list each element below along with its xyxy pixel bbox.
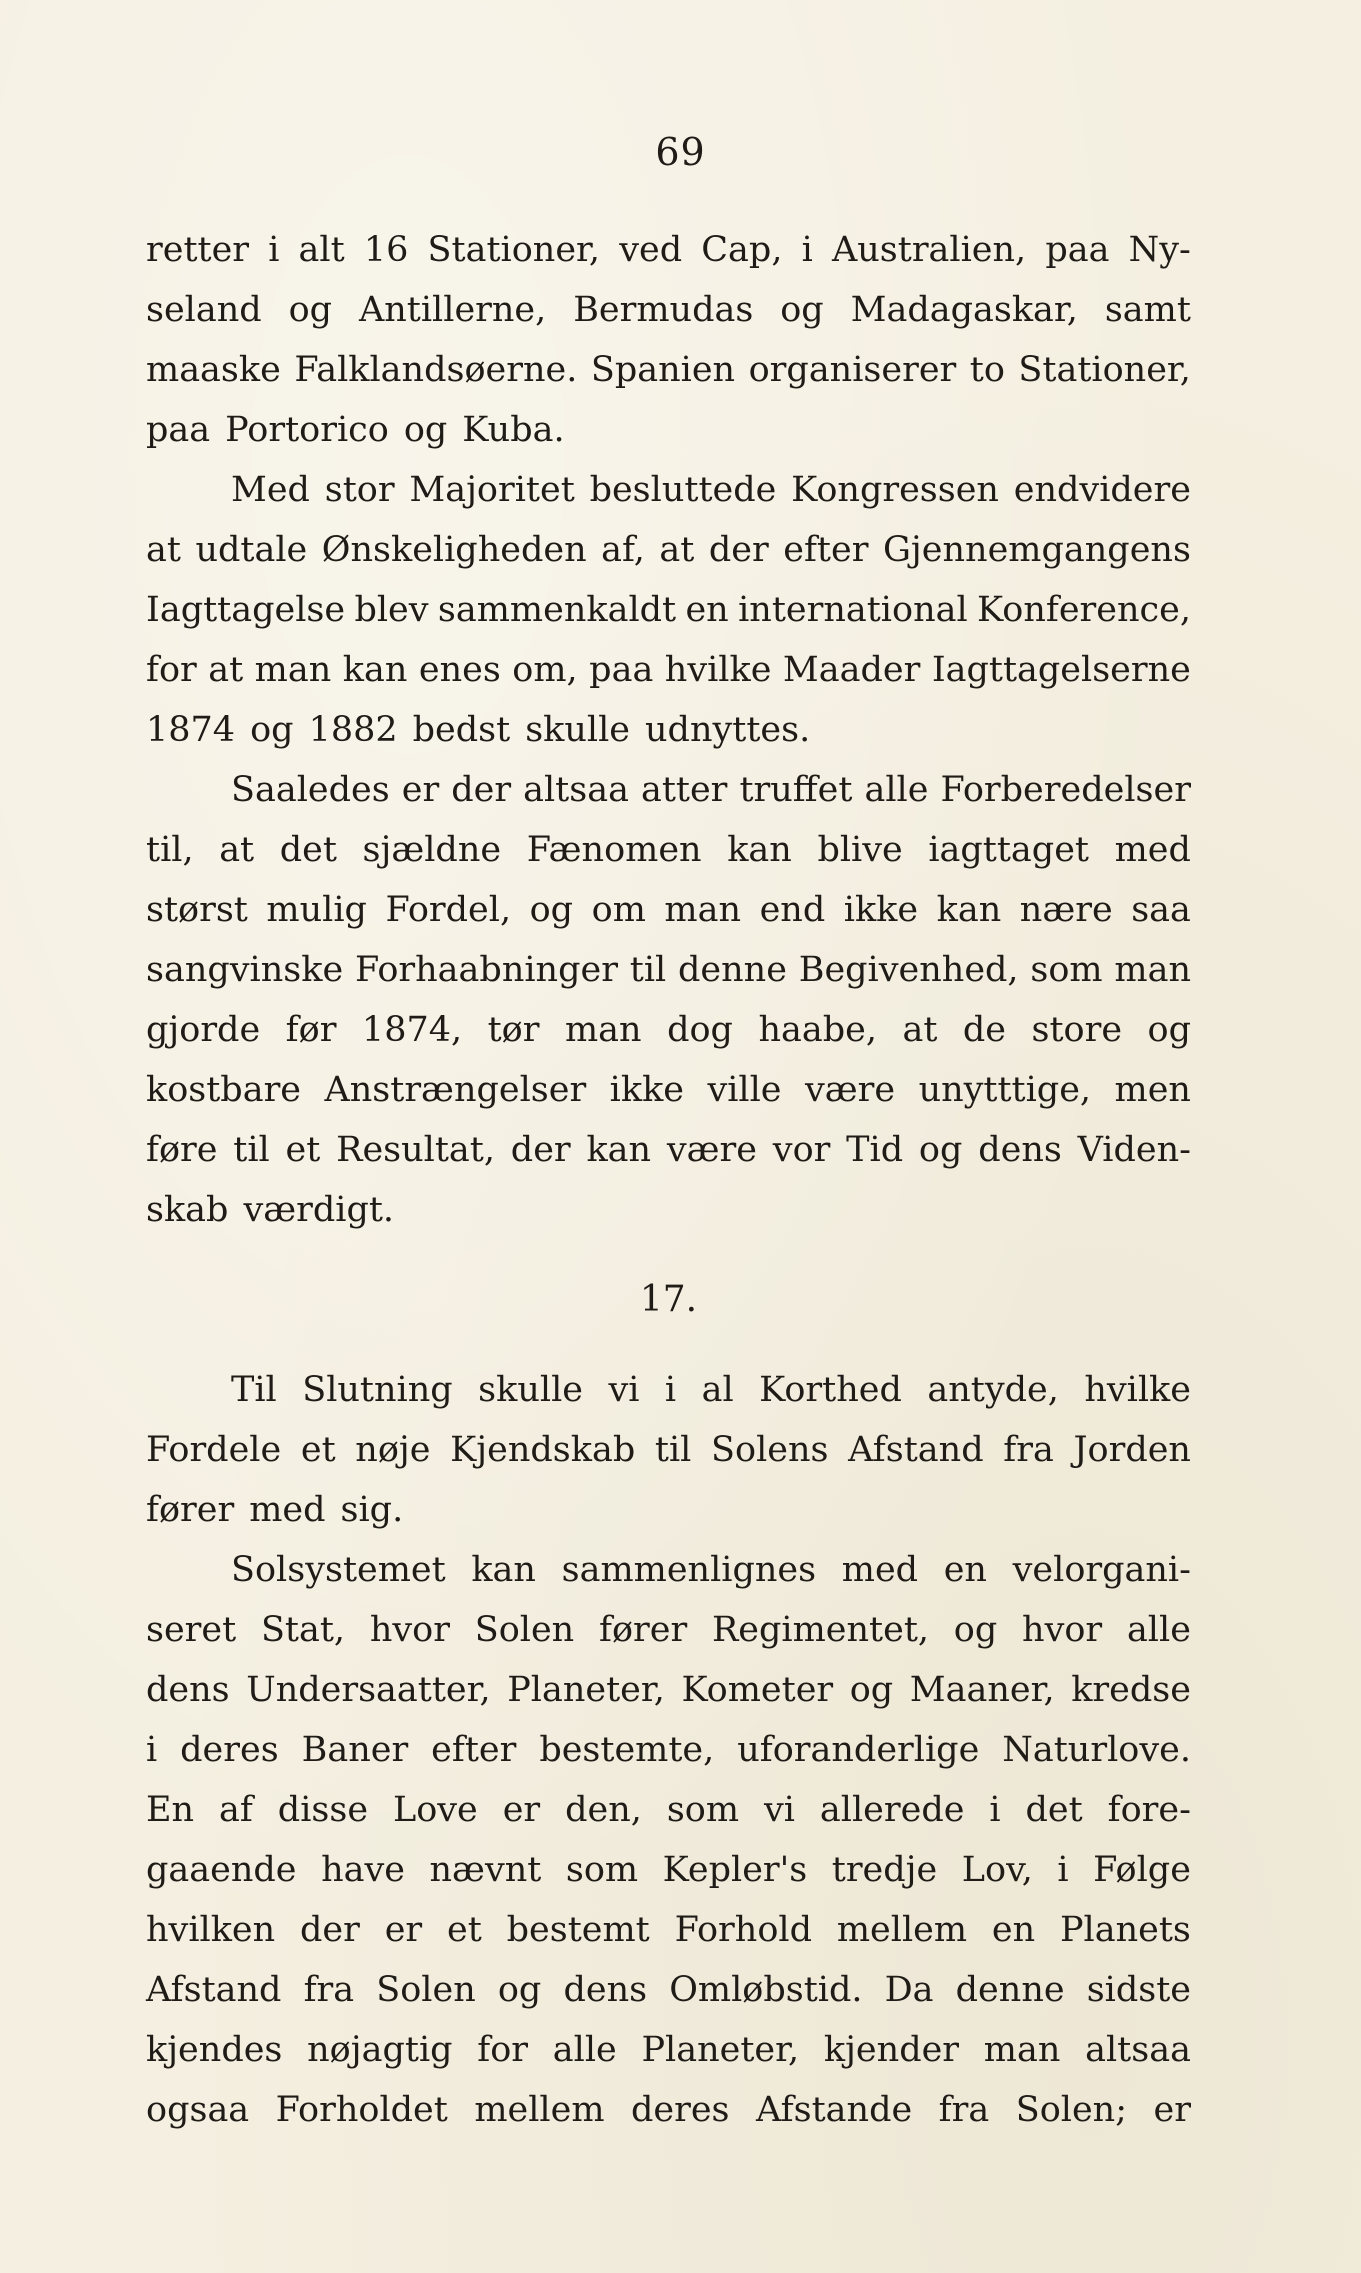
word: der xyxy=(300,1910,360,1950)
word: i xyxy=(1057,1850,1069,1890)
word: gjorde xyxy=(146,1010,261,1050)
word: ogsaa xyxy=(146,2090,250,2130)
word: mellem xyxy=(836,1910,968,1950)
word: ved xyxy=(619,230,683,270)
word: før xyxy=(285,1010,337,1050)
word: hvor xyxy=(369,1610,450,1650)
word: kostbare xyxy=(146,1070,302,1110)
word: seret xyxy=(146,1610,237,1650)
word: vi xyxy=(764,1790,795,1830)
word: Stat, xyxy=(260,1610,346,1650)
word: stor xyxy=(324,470,395,510)
word: Konference, xyxy=(977,590,1191,630)
word: er xyxy=(502,1790,541,1830)
word: Kepler's xyxy=(662,1850,808,1890)
word: til xyxy=(654,1430,692,1470)
word: alle xyxy=(552,2030,617,2070)
word: Iagttagelserne xyxy=(931,650,1191,690)
word: Baner xyxy=(301,1730,409,1770)
word: Følge xyxy=(1093,1850,1191,1890)
word: som xyxy=(1030,950,1103,990)
word: en xyxy=(943,1550,987,1590)
word: kjendes xyxy=(146,2030,283,2070)
word: dens xyxy=(146,1670,230,1710)
word: denne xyxy=(678,950,787,990)
word: Majoritet xyxy=(409,470,575,510)
word: allerede xyxy=(819,1790,965,1830)
text-line xyxy=(146,1000,1191,1060)
word: deres xyxy=(631,2090,730,2130)
word: fra xyxy=(303,1970,355,2010)
word: sammenlignes xyxy=(561,1550,817,1590)
word: til, xyxy=(146,830,194,870)
word: ikke xyxy=(609,1070,684,1110)
word: og xyxy=(849,1670,894,1710)
word: Maaner, xyxy=(909,1670,1055,1710)
text-line xyxy=(146,580,1191,640)
word: uforanderlige xyxy=(737,1730,980,1770)
word: Maader xyxy=(782,650,921,690)
word: Afstand xyxy=(848,1430,984,1470)
word: kredse xyxy=(1071,1670,1191,1710)
word: der xyxy=(510,1130,571,1170)
word: Naturlove. xyxy=(1002,1730,1191,1770)
word: og xyxy=(918,1130,963,1170)
word: sangvinske xyxy=(146,950,344,990)
text-line xyxy=(146,1720,1191,1780)
word: Solen xyxy=(376,1970,476,2010)
word: nøjagtig xyxy=(307,2030,453,2070)
word: kan xyxy=(936,890,1002,930)
word: Forhold xyxy=(674,1910,812,1950)
word: Ny- xyxy=(1128,230,1191,270)
word: Falklandsøerne. xyxy=(294,350,578,390)
word: nære xyxy=(1019,890,1113,930)
word: sjældne xyxy=(362,830,502,870)
word: Kjendskab xyxy=(450,1430,636,1470)
word: vor xyxy=(772,1130,831,1170)
word: Lov, xyxy=(961,1850,1033,1890)
word: efter xyxy=(783,530,869,570)
word: Planeter, xyxy=(641,2030,800,2070)
word: end xyxy=(759,890,826,930)
word: bedst xyxy=(412,710,511,750)
text-line xyxy=(146,340,1191,400)
word: som xyxy=(666,1790,740,1830)
word: Fænomen xyxy=(526,830,702,870)
word: Begivenhed, xyxy=(798,950,1019,990)
word: at xyxy=(659,530,695,570)
word: det xyxy=(279,830,337,870)
word: hvor xyxy=(1022,1610,1103,1650)
word: som xyxy=(565,1850,639,1890)
word: alt xyxy=(298,230,345,270)
word: med xyxy=(841,1550,919,1590)
word: i xyxy=(268,230,280,270)
word: Korthed xyxy=(759,1370,902,1410)
text-line xyxy=(146,1360,1191,1420)
word: skulle xyxy=(478,1370,583,1410)
word: udnyttes. xyxy=(645,710,811,750)
text-line xyxy=(146,1960,1191,2020)
word: Love xyxy=(392,1790,478,1830)
word: med xyxy=(249,1490,326,1530)
word: Stationer, xyxy=(427,230,601,270)
word: Afstand xyxy=(146,1970,282,2010)
word: Kongressen xyxy=(791,470,999,510)
text-line xyxy=(146,760,1191,820)
word: og xyxy=(288,290,333,330)
text-line xyxy=(146,1060,1191,1120)
text-line xyxy=(146,1600,1191,1660)
text-line xyxy=(146,940,1191,1000)
word: ville xyxy=(707,1070,782,1110)
text-line xyxy=(146,1780,1191,1840)
word: der xyxy=(708,530,769,570)
word: En xyxy=(146,1790,195,1830)
word: paa xyxy=(146,410,211,450)
page-number: 69 xyxy=(655,130,706,174)
word: alle xyxy=(864,770,929,810)
word: og xyxy=(529,890,574,930)
word: Med xyxy=(231,470,310,510)
word: Solen; xyxy=(1015,2090,1128,2130)
word: det xyxy=(1025,1790,1083,1830)
word: efter xyxy=(431,1730,517,1770)
text-line xyxy=(146,1480,1191,1540)
word: deres xyxy=(180,1730,279,1770)
word: samt xyxy=(1104,290,1191,330)
word: af, xyxy=(601,530,645,570)
word: om, xyxy=(512,650,578,690)
text-line xyxy=(146,1420,1191,1480)
word: bestemte, xyxy=(539,1730,715,1770)
word: 1882 xyxy=(308,710,398,750)
word: unytttige, xyxy=(918,1070,1092,1110)
word: mellem xyxy=(474,2090,605,2130)
word: Saaledes xyxy=(231,770,390,810)
word: føre xyxy=(146,1130,218,1170)
word: nøje xyxy=(355,1430,431,1470)
word: 1874, xyxy=(361,1010,463,1050)
word: Fordele xyxy=(146,1430,282,1470)
word: international xyxy=(738,590,968,630)
word: man xyxy=(664,890,742,930)
word: store xyxy=(1031,1010,1123,1050)
word: kan xyxy=(586,1130,652,1170)
word: blev xyxy=(354,590,429,630)
word: 1874 xyxy=(146,710,236,750)
word: Da xyxy=(884,1970,934,2010)
text-line xyxy=(146,1180,1191,1240)
section-number: 17. xyxy=(639,1279,698,1320)
word: Kometer xyxy=(681,1670,834,1710)
word: Gjennemgangens xyxy=(882,530,1191,570)
word: og xyxy=(403,410,448,450)
word: af xyxy=(219,1790,253,1830)
word: Til xyxy=(231,1370,277,1410)
word: at xyxy=(208,650,244,690)
word: sammenkaldt xyxy=(437,590,677,630)
word: Portorico xyxy=(225,410,389,450)
word: endvidere xyxy=(1013,470,1191,510)
text-line xyxy=(146,280,1191,340)
word: et xyxy=(285,1130,321,1170)
paragraph-group-1 xyxy=(146,220,1191,1240)
word: Bermudas xyxy=(573,290,754,330)
word: Spanien xyxy=(590,350,736,390)
word: og xyxy=(953,1610,998,1650)
word: man xyxy=(254,650,332,690)
word: Kuba. xyxy=(462,410,565,450)
word: Solens xyxy=(711,1430,829,1470)
text-line xyxy=(146,640,1191,700)
word: hvilke xyxy=(664,650,772,690)
word: atter xyxy=(640,770,728,810)
word: sig. xyxy=(340,1490,404,1530)
word: Madagaskar, xyxy=(850,290,1078,330)
text-line xyxy=(146,880,1191,940)
word: haabe, xyxy=(758,1010,877,1050)
word: enes xyxy=(418,650,501,690)
word: blive xyxy=(817,830,903,870)
word: altsaa xyxy=(523,770,629,810)
word: Slutning xyxy=(302,1370,453,1410)
word: at xyxy=(146,530,181,570)
word: Antillerne, xyxy=(358,290,547,330)
word: at xyxy=(902,1010,938,1050)
word: man xyxy=(983,2030,1061,2070)
word: og xyxy=(1147,1010,1191,1050)
word: Resultat, xyxy=(336,1130,495,1170)
word: retter xyxy=(146,230,250,270)
word: Viden- xyxy=(1077,1130,1191,1170)
word: Fordel, xyxy=(385,890,512,930)
word: værdigt. xyxy=(243,1190,395,1230)
word: Cap, xyxy=(701,230,783,270)
word: sidste xyxy=(1086,1970,1191,2010)
word: paa xyxy=(589,650,654,690)
word: antyde, xyxy=(927,1370,1059,1410)
word: paa xyxy=(1045,230,1110,270)
word: fører xyxy=(598,1610,688,1650)
word: der xyxy=(451,770,512,810)
word: hvilken xyxy=(146,1910,276,1950)
word: mulig xyxy=(266,890,367,930)
word: være xyxy=(804,1070,896,1110)
text-line xyxy=(146,1840,1191,1900)
text-line xyxy=(146,220,1191,280)
word: altsaa xyxy=(1085,2030,1191,2070)
word: man xyxy=(1114,950,1191,990)
word: Jorden xyxy=(1073,1430,1191,1470)
text-line xyxy=(146,1120,1191,1180)
word: Australien, xyxy=(831,230,1027,270)
word: kan xyxy=(471,1550,536,1590)
word: fører xyxy=(146,1490,235,1530)
word: er xyxy=(401,770,440,810)
text-line xyxy=(146,400,1191,460)
word: til xyxy=(233,1130,270,1170)
word: iagttaget xyxy=(928,830,1089,870)
word: Forberedelser xyxy=(940,770,1191,810)
word: disse xyxy=(277,1790,369,1830)
word: men xyxy=(1114,1070,1191,1110)
word: Solen xyxy=(474,1610,575,1650)
word: en xyxy=(991,1910,1036,1950)
word: Iagttagelse xyxy=(146,590,346,630)
word: 16 xyxy=(363,230,409,270)
word: størst xyxy=(146,890,248,930)
word: og xyxy=(780,290,824,330)
word: Forholdet xyxy=(275,2090,448,2130)
word: at xyxy=(219,830,255,870)
word: fra xyxy=(1003,1430,1054,1470)
word: tredje xyxy=(831,1850,938,1890)
word: kjender xyxy=(823,2030,960,2070)
word: tør xyxy=(487,1010,540,1050)
word: i xyxy=(146,1730,158,1770)
word: og xyxy=(497,1970,542,2010)
word: for xyxy=(146,650,197,690)
text-line xyxy=(146,1540,1191,1600)
word: Forhaabninger xyxy=(354,950,618,990)
word: Undersaatter, xyxy=(246,1670,491,1710)
text-line xyxy=(146,520,1191,580)
word: Ønskeligheden xyxy=(321,530,587,570)
word: være xyxy=(666,1130,757,1170)
word: er xyxy=(1153,2090,1191,2130)
text-body xyxy=(146,220,1191,2140)
word: i xyxy=(989,1790,1001,1830)
word: man xyxy=(564,1010,642,1050)
word: Omløbstid. xyxy=(669,1970,863,2010)
word: kan xyxy=(727,830,792,870)
paragraph-group-2 xyxy=(146,1360,1191,2140)
text-line xyxy=(146,460,1191,520)
word: de xyxy=(962,1010,1006,1050)
word: skulle xyxy=(525,710,631,750)
word: truffet xyxy=(739,770,853,810)
word: for xyxy=(477,2030,529,2070)
text-line xyxy=(146,2080,1191,2140)
word: Regimentet, xyxy=(711,1610,930,1650)
word: dog xyxy=(667,1010,733,1050)
word: Solsystemet xyxy=(231,1550,446,1590)
word: er xyxy=(384,1910,423,1950)
word: gaaende xyxy=(146,1850,297,1890)
text-line xyxy=(146,2020,1191,2080)
word: nævnt xyxy=(429,1850,542,1890)
word: Planeter, xyxy=(507,1670,665,1710)
word: til xyxy=(629,950,667,990)
word: have xyxy=(321,1850,405,1890)
text-line xyxy=(146,700,1191,760)
text-line xyxy=(146,1660,1191,1720)
word: et xyxy=(300,1430,336,1470)
word: Afstande xyxy=(756,2090,913,2130)
word: Planets xyxy=(1060,1910,1191,1950)
word: al xyxy=(701,1370,734,1410)
word: Stationer, xyxy=(1018,350,1191,390)
word: denne xyxy=(955,1970,1065,2010)
text-line xyxy=(146,1900,1191,1960)
word: og xyxy=(250,710,294,750)
word: Tid xyxy=(846,1130,904,1170)
text-line xyxy=(146,820,1191,880)
word: om xyxy=(591,890,646,930)
word: i xyxy=(801,230,813,270)
word: et xyxy=(447,1910,482,1950)
word: to xyxy=(969,350,1005,390)
word: udtale xyxy=(195,530,308,570)
word: velorgani- xyxy=(1012,1550,1191,1590)
word: bestemt xyxy=(506,1910,650,1950)
word: besluttede xyxy=(589,470,777,510)
word: Anstrængelser xyxy=(324,1070,587,1110)
word: dens xyxy=(978,1130,1062,1170)
word: dens xyxy=(563,1970,648,2010)
word: kan xyxy=(342,650,408,690)
word: en xyxy=(685,590,729,630)
word: maaske xyxy=(146,350,281,390)
word: alle xyxy=(1126,1610,1191,1650)
word: med xyxy=(1114,830,1191,870)
word: seland xyxy=(146,290,262,330)
word: ikke xyxy=(843,890,919,930)
word: saa xyxy=(1131,890,1191,930)
word: fra xyxy=(938,2090,990,2130)
word: vi xyxy=(608,1370,640,1410)
word: organiserer xyxy=(748,350,957,390)
word: fore- xyxy=(1107,1790,1191,1830)
word: hvilke xyxy=(1084,1370,1191,1410)
word: den, xyxy=(565,1790,642,1830)
word: skab xyxy=(146,1190,229,1230)
word: i xyxy=(664,1370,677,1410)
